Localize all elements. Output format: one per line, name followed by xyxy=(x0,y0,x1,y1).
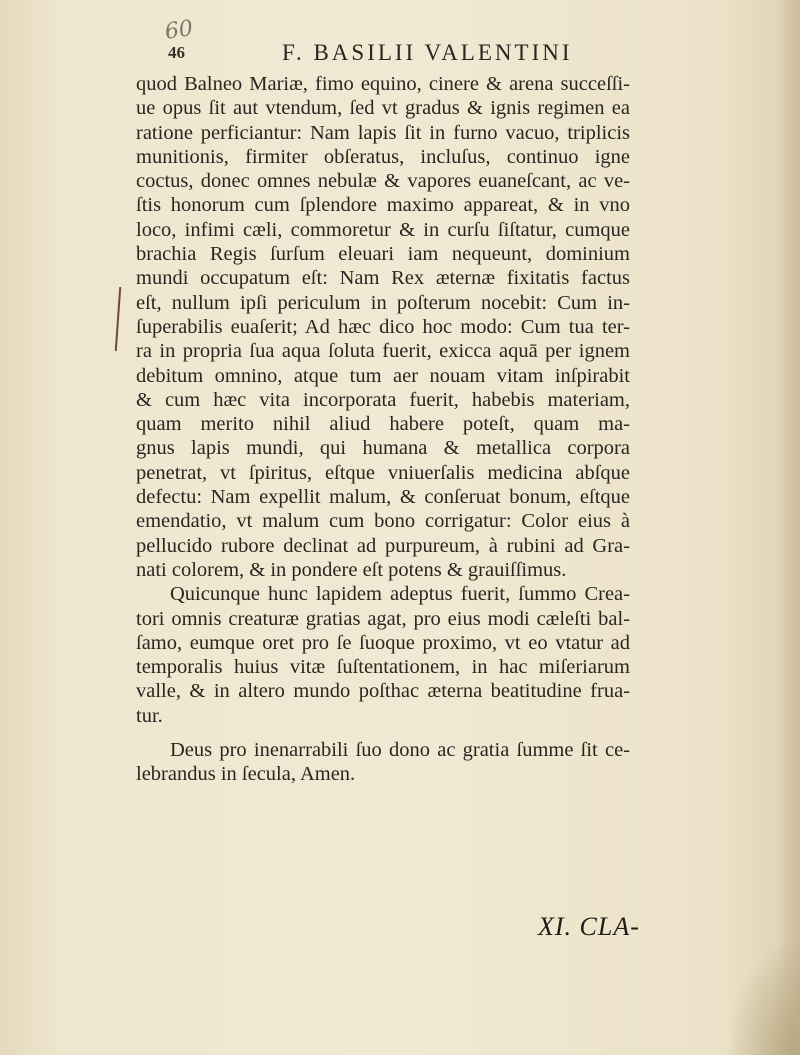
text-line: temporalis huius vitæ ſuſtentationem, in hac miſeriarum xyxy=(136,656,630,679)
text-line: ra in propria ſua aqua ſoluta fuerit, exicca aquā per ignem xyxy=(136,340,630,363)
body-text xyxy=(136,72,630,787)
text-line: emendatio, vt malum cum bono corrigatur: Color eius à xyxy=(136,510,630,533)
running-head: F. BASILII VALENTINI xyxy=(282,40,573,65)
text-line: & cum hæc vita incorporata fuerit, habebis materiam, xyxy=(136,388,630,411)
text-line: coctus, donec omnes nebulæ & vapores euaneſcant, ac ve- xyxy=(136,170,630,193)
margin-bracket-mark xyxy=(114,287,122,351)
paragraph-start-line: Quicunque hunc lapidem adeptus fuerit, ſummo Crea- xyxy=(170,583,630,606)
text-line: quod Balneo Mariæ, fimo equino, cinere & arena succeſſi- xyxy=(136,73,630,95)
text-line: nati colorem, & in pondere eſt potens & grauiſſimus. xyxy=(136,558,567,581)
text-line: ue opus ſit aut vtendum, ſed vt gradus & ignis regimen ea xyxy=(136,97,630,120)
paragraph-gap xyxy=(136,728,630,738)
text-line: lebrandus in ſecula, Amen. xyxy=(136,763,356,786)
text-line: debitum omnino, atque tum aer nouam vitam inſpirabit xyxy=(136,364,630,387)
text-line: pellucido rubore declinat ad purpureum, à rubini ad Gra- xyxy=(136,534,630,557)
paragraph-start-line: Deus pro inenarrabili ſuo dono ac gratia ſumme ſit ce- xyxy=(170,739,630,762)
text-line: munitionis, firmiter obſeratus, incluſus, continuo igne xyxy=(136,145,630,168)
corner-stain xyxy=(730,945,800,1055)
margin-bracket-line xyxy=(115,287,121,351)
page-edge-shading xyxy=(776,0,800,1055)
text-line: brachia Regis ſurſum eleuari iam nequeunt, dominium xyxy=(136,243,630,266)
pencil-annotation: 60 xyxy=(163,16,195,45)
text-line: valle, & in altero mundo poſthac æterna beatitudine frua- xyxy=(136,680,630,703)
text-line: eſt, nullum ipſi periculum in poſterum nocebit: Cum in- xyxy=(136,291,630,314)
text-line: gnus lapis mundi, qui humana & metallica corpora xyxy=(136,437,630,460)
catchword: XI. CLA- xyxy=(538,912,640,941)
text-line: ſuperabilis euaſerit; Ad hæc dico hoc modo: Cum tua ter- xyxy=(136,315,630,338)
text-line: mundi occupatum eſt: Nam Rex æternæ fixitatis factus xyxy=(136,267,630,290)
page-header xyxy=(168,40,638,74)
folio-number: 46 xyxy=(168,43,185,62)
text-line: defectu: Nam expellit malum, & conſeruat bonum, eſtque xyxy=(136,486,630,509)
text-line: ſtis honorum cum ſplendore maximo appareat, & in vno xyxy=(136,194,630,217)
text-line: ratione perficiantur: Nam lapis ſit in furno vacuo, triplicis xyxy=(136,121,630,144)
text-line: tori omnis creaturæ gratias agat, pro eius modi cæleſti bal- xyxy=(136,607,630,630)
text-line: ſamo, eumque oret pro ſe ſuoque proximo, vt eo vtatur ad xyxy=(136,631,630,654)
text-line: penetrat, vt ſpiritus, eſtque vniuerſalis medicina abſque xyxy=(136,461,630,484)
text-line: quam merito nihil aliud habere poteſt, quam ma- xyxy=(136,413,630,436)
text-line: tur. xyxy=(136,704,163,727)
text-line: loco, infimi cæli, commoretur & in curſu ſiſtatur, cumque xyxy=(136,218,630,241)
